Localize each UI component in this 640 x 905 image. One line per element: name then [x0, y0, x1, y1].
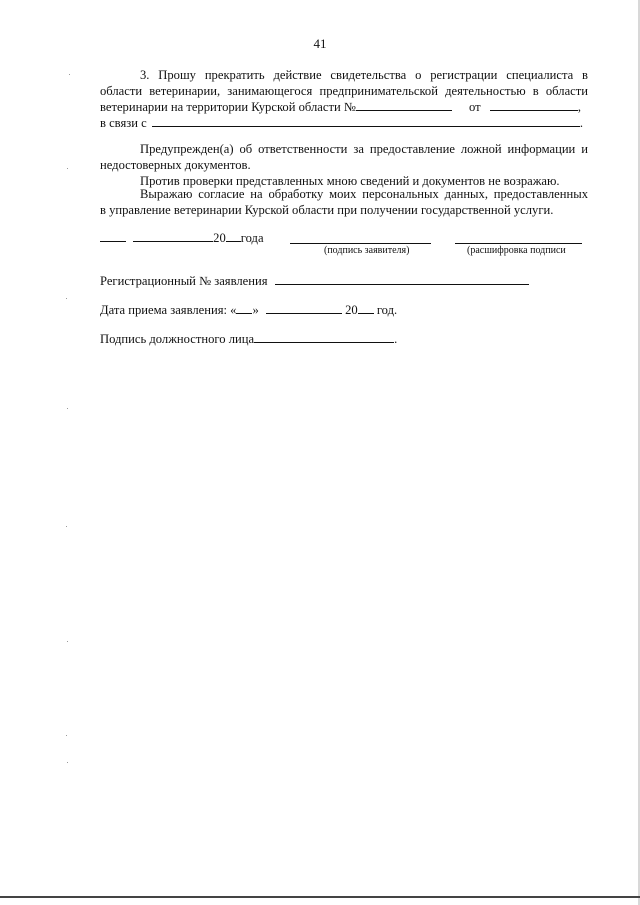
registration-number-label: Регистрационный № заявления: [100, 274, 268, 288]
scan-speck: [66, 298, 67, 299]
signature-date: [100, 230, 264, 246]
signature-month-blank[interactable]: [133, 230, 213, 242]
registration-number-blank[interactable]: [275, 273, 529, 285]
page-number: 41: [313, 36, 327, 51]
scan-speck: [67, 408, 68, 409]
warning-line1: Предупрежден(а) об ответственности за предоставление ложной информации и: [140, 142, 588, 156]
item3-line2: области ветеринарии, занимающегося предпринимательской деятельностью в области: [100, 84, 588, 98]
receipt-year-prefix: 20: [345, 303, 358, 317]
official-signature-label: Подпись должностного лица: [100, 332, 255, 346]
signature-year-suffix: года: [240, 231, 264, 245]
receipt-month-blank[interactable]: [266, 302, 342, 314]
applicant-signature-line[interactable]: [290, 243, 431, 244]
scan-bottom-edge: [0, 896, 640, 898]
applicant-signature-caption: (подпись заявителя): [324, 245, 410, 256]
decryption-caption: (расшифровка подписи: [467, 245, 566, 256]
item3-line4-end: .: [579, 116, 584, 130]
scan-speck: [67, 762, 68, 763]
signature-day-blank[interactable]: [100, 230, 126, 242]
scan-speck: [66, 735, 67, 736]
item3-line4: [100, 115, 583, 131]
registration-number-row: [100, 273, 529, 289]
item3-line3-from: от: [469, 100, 481, 114]
signature-year-blank[interactable]: [226, 230, 241, 242]
item3-line3-end: ,: [577, 100, 581, 114]
signature-year-prefix: 20: [213, 231, 226, 245]
reason-blank[interactable]: [152, 115, 580, 127]
consent-line1: Выражаю согласие на обработку моих персональных данных, предоставленных: [140, 187, 588, 201]
decryption-signature-line[interactable]: [455, 243, 582, 244]
consent-line2: в управление ветеринарии Курской области при получении государственной услуги.: [100, 203, 554, 217]
warning-line2: недостоверных документов.: [100, 158, 251, 172]
certificate-date-blank[interactable]: [490, 99, 578, 111]
receipt-year-suffix: год.: [376, 303, 398, 317]
item3-line4-prefix: в связи с: [100, 116, 147, 130]
receipt-date-label: Дата приема заявления: «: [100, 303, 237, 317]
certificate-number-blank[interactable]: [356, 99, 452, 111]
item3-line1: 3. Прошу прекратить действие свидетельства о регистрации специалиста в: [140, 68, 588, 82]
scan-speck: [67, 168, 68, 169]
receipt-date-close-quote: »: [252, 303, 259, 317]
receipt-day-blank[interactable]: [236, 302, 252, 314]
official-signature-blank[interactable]: [254, 331, 394, 343]
scan-speck: [67, 641, 68, 642]
scan-speck: [66, 526, 67, 527]
official-signature-end: .: [394, 332, 398, 346]
item3-line3: [100, 99, 581, 115]
official-signature-row: [100, 331, 397, 347]
no-objection-text: Против проверки представленных мною сведений и документов не возражаю.: [140, 174, 560, 188]
item3-line3-prefix: ветеринарии на территории Курской области №: [100, 100, 356, 114]
receipt-year-blank[interactable]: [358, 302, 374, 314]
scan-speck: [69, 74, 70, 75]
receipt-date-row: [100, 302, 397, 318]
